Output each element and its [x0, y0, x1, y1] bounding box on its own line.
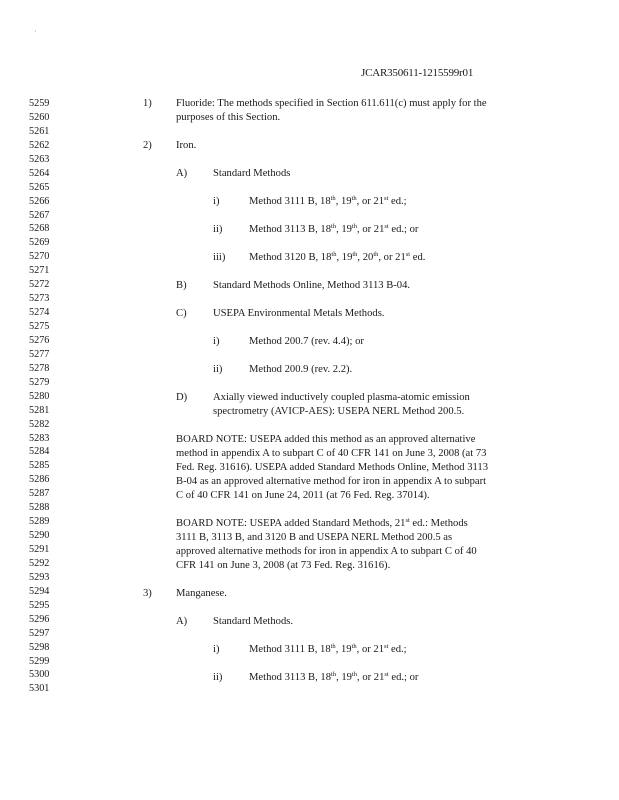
line-number: 5275	[29, 321, 50, 332]
line-number: 5294	[29, 585, 50, 597]
line-number: 5285	[29, 460, 50, 472]
line-number: 5296	[29, 613, 50, 625]
board-note-text: C of 40 CFR 141 on June 24, 2011 (at 76 Fed. Reg. 37014).	[176, 490, 430, 501]
subitem-label: spectrometry (AVICP-AES): USEPA NERL Method 200.5.	[213, 406, 465, 417]
subitem-letter: B)	[176, 280, 187, 291]
line-number: 5267	[29, 209, 50, 221]
board-note-text: B-04 as an approved alternative method for iron in appendix A to subpart	[176, 476, 487, 487]
line-number: 5291	[29, 544, 50, 555]
board-note-text: CFR 141 on June 3, 2008 (at 73 Fed. Reg. 31616).	[176, 560, 391, 571]
subitem-letter: C)	[176, 308, 187, 319]
line-number: 5287	[29, 488, 50, 500]
line-number: 5286	[29, 474, 50, 486]
board-note-text: Fed. Reg. 31616). USEPA added Standard Methods Online, Method 3113	[176, 462, 489, 473]
line-number: 5289	[29, 516, 50, 528]
line-number: 5280	[29, 390, 50, 402]
line-number: 5263	[29, 153, 50, 165]
line-number: 5282	[29, 418, 50, 430]
subitem-label: Standard Methods.	[213, 616, 294, 627]
line-number: 5298	[29, 641, 50, 653]
line-number: 5288	[29, 502, 50, 514]
line-number: 5300	[29, 669, 50, 681]
line-number: 5261	[29, 125, 50, 137]
line-number: 5283	[29, 432, 50, 444]
item-title: Manganese.	[176, 588, 227, 599]
line-number: 5279	[29, 376, 50, 388]
method-line: Method 3111 B, 18th, 19th, or 21st ed.;	[249, 195, 407, 207]
line-number: 5260	[29, 111, 50, 123]
line-number: 5281	[29, 404, 50, 416]
line-number: 5266	[29, 195, 50, 207]
subitem-letter: A)	[176, 616, 188, 627]
line-number: 5299	[29, 655, 50, 667]
subitem-label: USEPA Environmental Metals Methods.	[213, 308, 385, 319]
roman-numeral: i)	[213, 336, 220, 347]
line-number: 5265	[29, 181, 50, 193]
body-text: purposes of this Section.	[176, 112, 281, 123]
method-line: Method 3111 B, 18th, 19th, or 21st ed.;	[249, 643, 407, 655]
line-number: 5269	[29, 237, 50, 249]
item-number: 3)	[143, 588, 152, 599]
line-number: 5292	[29, 557, 50, 569]
roman-numeral: iii)	[213, 252, 226, 263]
line-number: 5259	[29, 98, 50, 109]
roman-numeral: ii)	[213, 224, 223, 235]
method-line: Method 3113 B, 18th, 19th, or 21st ed.; or	[249, 671, 419, 683]
subitem-label: Axially viewed inductively coupled plasma-atomic emission	[213, 392, 470, 403]
line-number: 5268	[29, 223, 50, 235]
roman-numeral: ii)	[213, 364, 223, 375]
line-number: 5278	[29, 362, 50, 374]
board-note-text: approved alternative methods for iron in appendix A to subpart C of 40	[176, 546, 477, 557]
subitem-label: Standard Methods	[213, 168, 291, 179]
method-line: Method 200.9 (rev. 2.2).	[249, 364, 353, 375]
item-title: Iron.	[176, 140, 197, 151]
line-number: 5274	[29, 307, 50, 319]
document-id-header: JCAR350611-1215599r01	[361, 67, 474, 79]
roman-numeral: i)	[213, 644, 220, 655]
line-number: 5295	[29, 599, 50, 611]
board-note-text: BOARD NOTE: USEPA added Standard Methods, 21st ed.: Methods	[176, 517, 468, 529]
board-note-text: method in appendix A to subpart C of 40 CFR 141 on June 3, 2008 (at 73	[176, 448, 487, 459]
item-number: 1)	[143, 98, 152, 109]
line-number: 5273	[29, 293, 50, 305]
roman-numeral: i)	[213, 196, 220, 207]
method-line: Method 3113 B, 18th, 19th, or 21st ed.; or	[249, 223, 419, 235]
line-number: 5293	[29, 571, 50, 583]
subitem-letter: A)	[176, 168, 188, 179]
line-number-column	[29, 97, 49, 696]
line-number: 5271	[29, 265, 50, 277]
line-number: 5272	[29, 279, 50, 291]
board-note-text: BOARD NOTE: USEPA added this method as an approved alternative	[176, 434, 476, 445]
subitem-letter: D)	[176, 392, 188, 403]
line-number: 5276	[29, 334, 50, 346]
line-number: 5262	[29, 139, 50, 151]
line-number: 5284	[29, 446, 50, 458]
line-number: 5290	[29, 530, 50, 542]
method-line: Method 200.7 (rev. 4.4); or	[249, 336, 364, 347]
line-number: 5270	[29, 251, 50, 263]
line-number: 5297	[29, 627, 50, 639]
line-number: 5301	[29, 683, 50, 695]
item-number: 2)	[143, 140, 152, 151]
line-number: 5264	[29, 167, 50, 179]
method-line: Method 3120 B, 18th, 19th, 20th, or 21st ed.	[249, 251, 426, 263]
scan-mark: ·	[34, 27, 37, 36]
roman-numeral: ii)	[213, 672, 223, 683]
line-number: 5277	[29, 348, 50, 360]
body-text: Fluoride: The methods specified in Section 611.611(c) must apply for the	[176, 98, 487, 109]
board-note-text: 3111 B, 3113 B, and 3120 B and USEPA NERL Method 200.5 as	[176, 532, 453, 543]
subitem-label: Standard Methods Online, Method 3113 B-04.	[213, 280, 411, 291]
